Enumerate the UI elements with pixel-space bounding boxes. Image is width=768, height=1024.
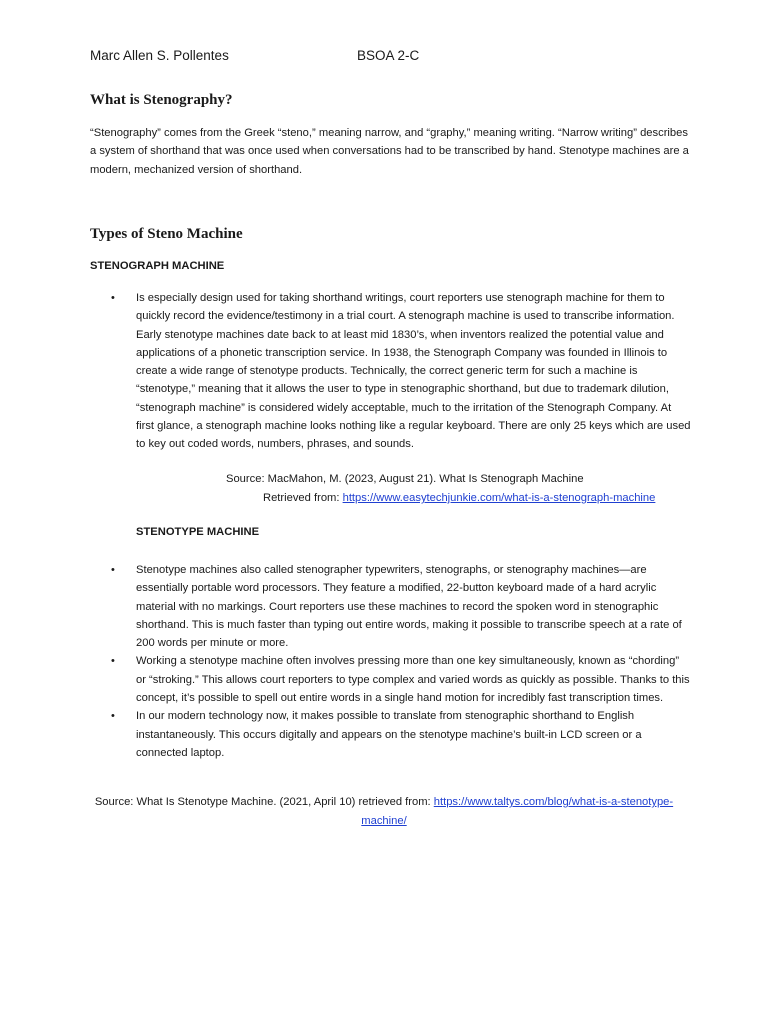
list-item xyxy=(111,652,691,707)
stenograph-source-citation: Source: MacMahon, M. (2023, August 21). What Is Stenograph Machine xyxy=(226,473,584,485)
bullet-icon: • xyxy=(111,655,115,668)
section-title-stenography: What is Stenography? xyxy=(90,92,233,108)
list-item xyxy=(111,707,691,762)
list-item xyxy=(111,561,691,652)
list-item-text: Is especially design used for taking shorthand writings, court reporters use stenograph machine for them to quickly record the evidence/testimony in a trial court. A stenograph machine is used to transcribe information. Early stenotype machines date back to at least mid 1830’s, when inventors realized the potential value and applications of a phonetic transcription service. In 1938, the Stenograph Company was founded in Illinois to create a wide range of stenotype products. Technically, the correct generic term for such a machine is “stenotype,” meaning that it allows the user to type in stenographic shorthand, but due to trademark dilution, “stenograph machine” is considered widely acceptable, much to the irritation of the Stenograph Company. At first glance, a stenograph machine looks nothing like a regular keyboard. There are only 25 keys which are used to key out coded words, numbers, phrases, and sounds. xyxy=(136,292,691,451)
bullet-icon: • xyxy=(111,292,115,304)
stenograph-bullet-list xyxy=(111,289,691,454)
bullet-icon: • xyxy=(111,564,115,576)
list-item xyxy=(111,289,691,454)
stenotype-source-link[interactable]: https://www.taltys.com/blog/what-is-a-stenotype-machine/ xyxy=(361,796,674,827)
section-title-steno-machines: Types of Steno Machine xyxy=(90,226,243,242)
stenotype-source-citation xyxy=(90,793,678,830)
bullet-icon: • xyxy=(111,710,115,723)
stenograph-source-link[interactable]: https://www.easytechjunkie.com/what-is-a-stenograph-machine xyxy=(342,492,656,504)
stenotype-source-label: Source: What Is Stenotype Machine. (2021, April 10) retrieved from: xyxy=(94,796,434,808)
author-name: Marc Allen S. Pollentes xyxy=(90,48,229,63)
stenograph-retrieved-line xyxy=(263,489,655,508)
stenotype-bullet-list xyxy=(111,561,691,762)
stenograph-heading: STENOGRAPH MACHINE xyxy=(90,260,225,272)
list-item-text: Working a stenotype machine often involves pressing more than one key simultaneously, known as “chording” or “stroking.” This allows court reporters to type complex and varied words as quickly as possible. Thanks to this concept, it’s possible to spell out entire words in a single hand motion for incredibly fast transcription times. xyxy=(136,655,690,705)
list-item-text: Stenotype machines also called stenographer typewriters, stenographs, or stenography machines—are essentially portable word processors. They feature a modified, 22-button keyboard made of a hard acrylic material with no markings. Court reporters use these machines to record the spoken word in stenographic shorthand. This is much faster than typing out entire words, making it possible to transcribe speech at a rate of 200 words per minute or more. xyxy=(136,564,682,650)
class-section: BSOA 2-C xyxy=(357,48,420,63)
stenotype-heading: STENOTYPE MACHINE xyxy=(136,526,260,538)
list-item-text: In our modern technology now, it makes possible to translate from stenographic shorthand to English instantaneously. This occurs digitally and appears on the stenotype machine’s built-in LCD screen or a connected laptop. xyxy=(136,710,642,759)
retrieved-label: Retrieved from: xyxy=(263,492,343,504)
intro-paragraph: “Stenography” comes from the Greek “steno,” meaning narrow, and “graphy,” meaning writing. “Narrow writing” describes a system of shorthand that was once used when conversations had to be transcribed by hand. Stenotype machines are a modern, mechanized version of shorthand. xyxy=(90,127,689,176)
